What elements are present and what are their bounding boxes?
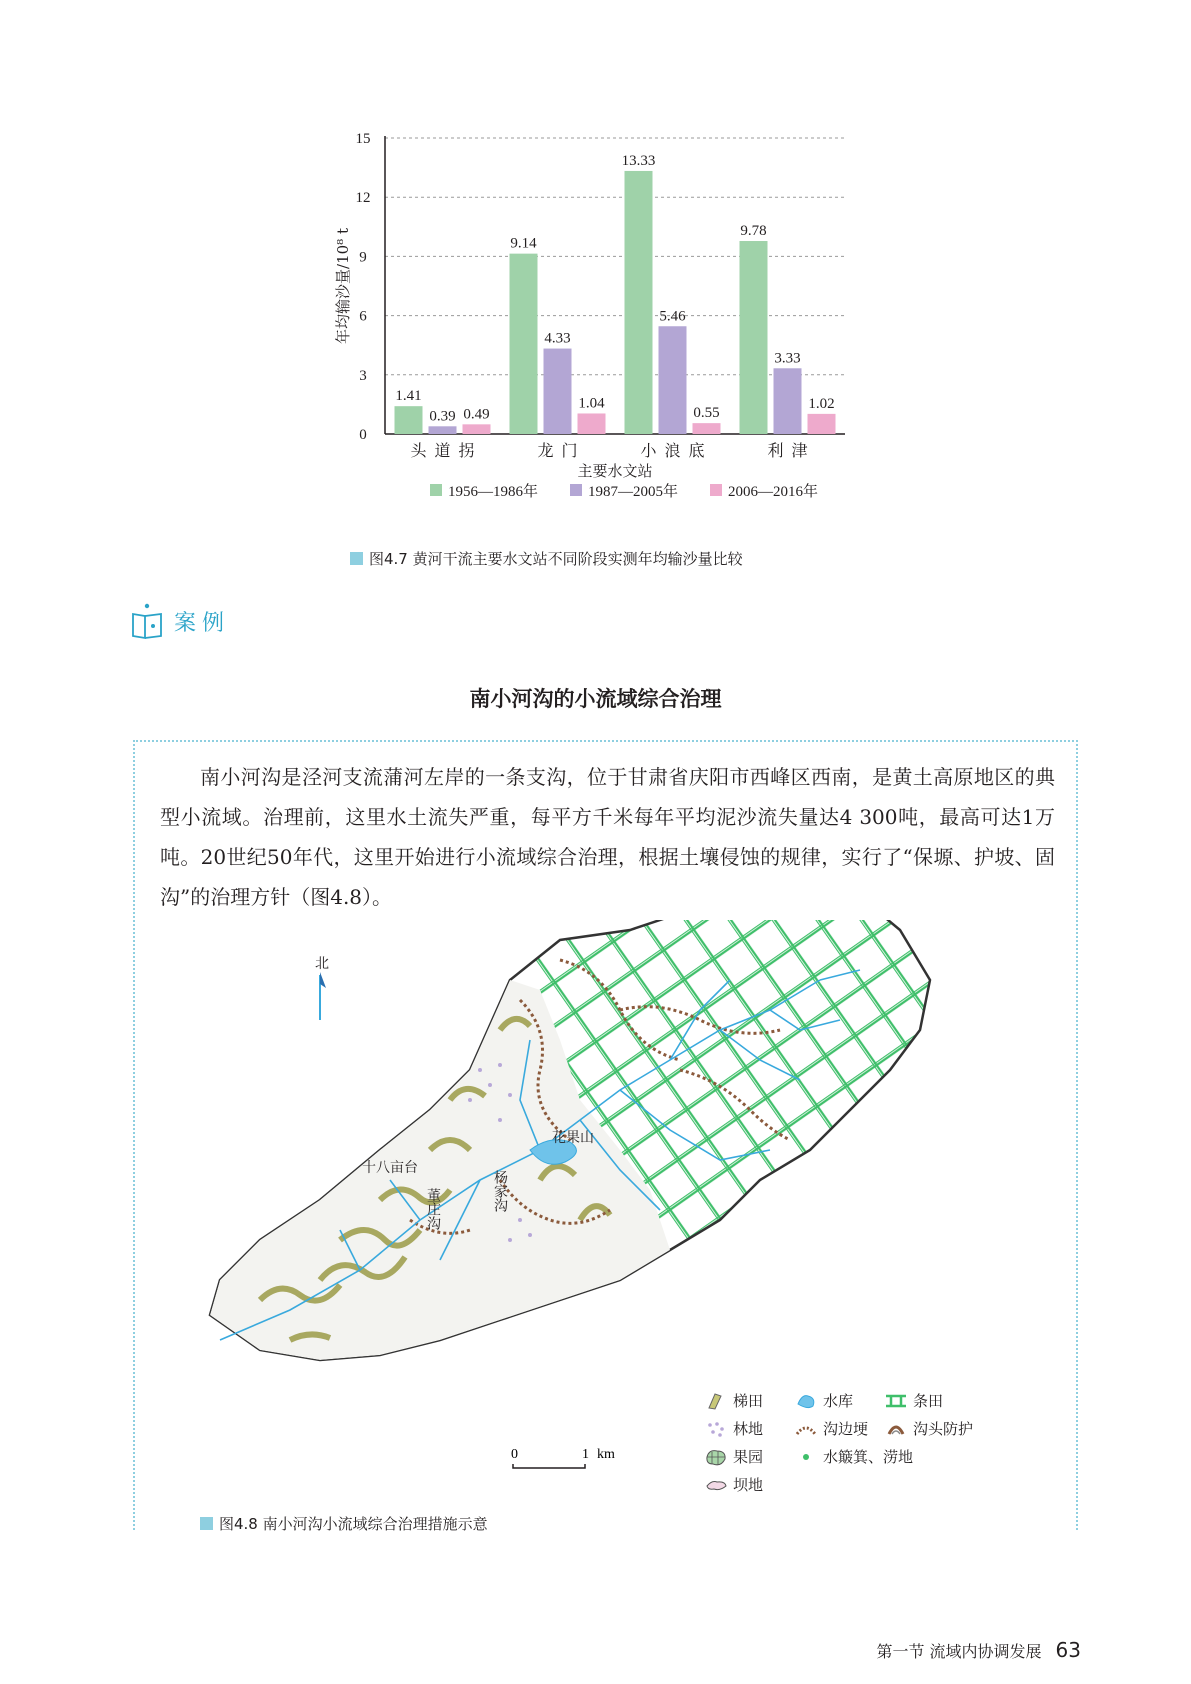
bar-value-label: 0.39	[429, 408, 456, 425]
article-title: 南小河沟的小流域综合治理	[469, 687, 722, 711]
x-category-label: 小浪底	[640, 441, 713, 460]
bar	[544, 349, 572, 434]
legend-gully-edge: 沟边埂	[795, 1418, 868, 1439]
y-axis-title: 年均输沙量/10⁸ t	[334, 228, 352, 344]
legend-label: 2006—2016年	[728, 484, 819, 500]
legend-swatch	[710, 484, 722, 496]
bar-value-label: 13.33	[621, 152, 656, 169]
gully-head-icon	[885, 1420, 907, 1438]
bar	[510, 254, 538, 434]
map-legend	[705, 1390, 1035, 1510]
y-tick-label: 3	[359, 367, 367, 384]
scale-zero: 0	[511, 1447, 518, 1462]
case-header	[130, 602, 230, 640]
legend-dustpan: 水簸箕、涝地	[795, 1446, 913, 1467]
case-body-text: 南小河沟是泾河支流蒲河左岸的一条支沟，位于甘肃省庆阳市西峰区西南，是黄土高原地区的典型小流域。治理前，这里水土流失严重，每平方千米每年平均泥沙流失量达4 300吨，最高可达1万吨。20世纪50年代，这里开始进行小流域综合治理，根据土壤侵蚀的规律，实行了“保塬、护坡、固沟”的治理方针（图4.8）。	[160, 765, 1055, 909]
x-axis-title: 主要水文站	[577, 462, 653, 480]
page-footer	[876, 1638, 1081, 1662]
bar	[463, 424, 491, 434]
x-category-label: 利津	[767, 441, 816, 460]
bar	[578, 413, 606, 434]
bar-value-label: 9.78	[740, 223, 767, 240]
bar	[625, 171, 653, 434]
bar-value-label: 1.02	[808, 395, 835, 412]
bar	[774, 368, 802, 434]
figure-4-7-caption-text: 图4.7 黄河干流主要水文站不同阶段实测年均输沙量比较	[369, 550, 743, 568]
sediment-bar-chart	[334, 130, 920, 550]
y-tick-label: 0	[359, 427, 367, 443]
page-number: 63	[1055, 1638, 1081, 1662]
bar	[808, 414, 836, 434]
y-tick-label: 12	[355, 190, 371, 207]
x-category-label: 头道拐	[410, 441, 483, 460]
legend-terrace: 梯田	[705, 1390, 763, 1411]
caption-square-icon	[350, 552, 363, 565]
bar-value-label: 0.49	[463, 406, 490, 423]
north-label: 北	[315, 956, 329, 972]
legend-swatch	[430, 484, 442, 496]
chart-svg	[334, 130, 920, 550]
scale-unit: km	[597, 1447, 615, 1462]
dustpan-icon	[795, 1448, 817, 1466]
y-tick-label: 9	[359, 249, 367, 266]
place-shibamutai: 十八亩台	[362, 1160, 418, 1176]
caption-square-icon	[200, 1517, 213, 1530]
bar	[659, 326, 687, 434]
figure-4-7-caption	[350, 548, 743, 569]
legend-swatch	[570, 484, 582, 496]
figure-4-8-caption-text: 图4.8 南小河沟小流域综合治理措施示意	[219, 1515, 488, 1533]
reservoir-icon	[795, 1392, 817, 1410]
scale-bar	[505, 1446, 625, 1476]
bar	[693, 423, 721, 434]
bar-value-label: 1.41	[395, 388, 422, 405]
legend-gully-head: 沟头防护	[885, 1418, 973, 1439]
legend-orchard: 果园	[705, 1446, 763, 1467]
orchard-icon	[705, 1448, 727, 1466]
legend-label: 1956—1986年	[448, 484, 539, 500]
legend-reservoir: 水库	[795, 1390, 853, 1411]
place-dongzhuanggou: 董庄沟	[425, 1188, 441, 1230]
scale-bar-svg	[505, 1446, 625, 1476]
scale-one: 1	[582, 1447, 589, 1462]
bar	[740, 241, 768, 434]
place-yangjiagou: 杨家沟	[492, 1170, 508, 1212]
bar-value-label: 4.33	[544, 330, 571, 347]
legend-strip-field: 条田	[885, 1390, 943, 1411]
x-category-label: 龙门	[537, 441, 586, 460]
forest-icon	[705, 1420, 727, 1438]
legend-forest: 林地	[705, 1418, 763, 1439]
y-tick-label: 6	[359, 308, 367, 325]
terrace-icon	[705, 1392, 727, 1410]
figure-4-8-caption	[200, 1513, 488, 1534]
bar	[395, 406, 423, 434]
gully-edge-icon	[795, 1420, 817, 1438]
bar-value-label: 0.55	[693, 405, 720, 422]
case-label: 案例	[174, 610, 231, 636]
place-huaguoshan: 花果山	[552, 1130, 594, 1146]
footer-section: 第一节 流域内协调发展	[876, 1642, 1042, 1661]
bar	[429, 426, 457, 434]
case-book-icon	[130, 602, 164, 640]
bar-value-label: 9.14	[510, 235, 537, 252]
y-tick-label: 15	[355, 131, 371, 147]
bar-value-label: 1.04	[578, 395, 605, 412]
strip-field-icon	[885, 1392, 907, 1410]
legend-dam-land: 坝地	[705, 1474, 763, 1495]
bar-value-label: 5.46	[659, 308, 686, 325]
dam-land-icon	[705, 1476, 727, 1494]
legend-label: 1987—2005年	[588, 484, 679, 500]
bar-value-label: 3.33	[774, 350, 801, 367]
